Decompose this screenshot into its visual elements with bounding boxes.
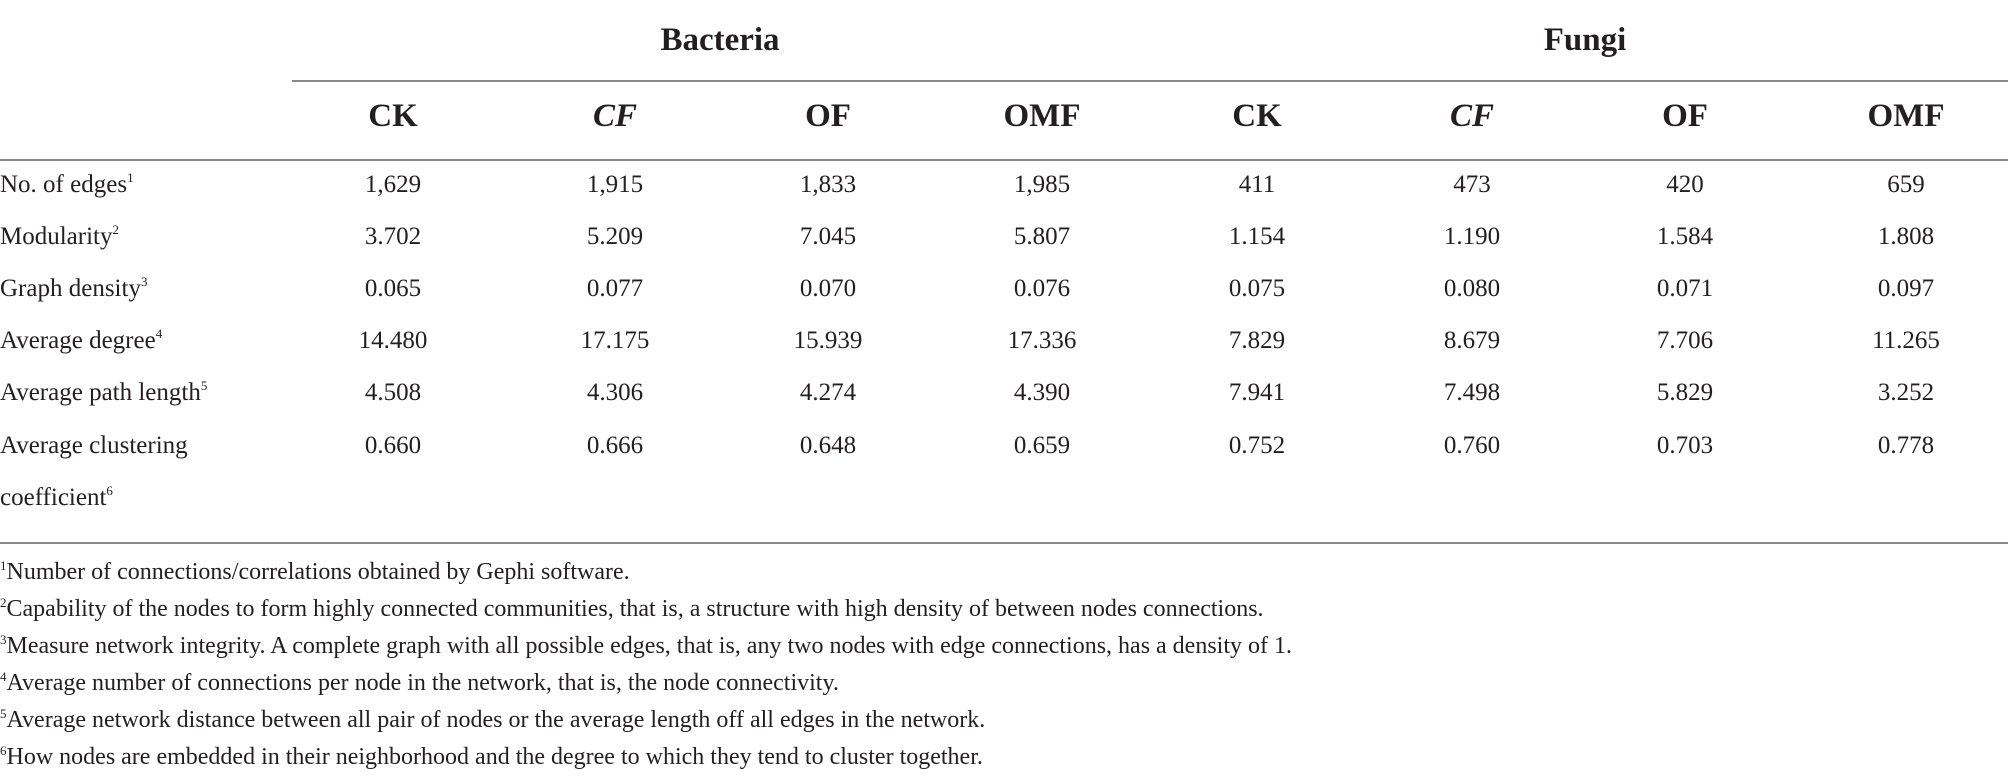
footnote-4: $^4$Average number of connections per node in the network, that is, the node connectivity. bbox=[0, 669, 839, 696]
table-cell: 7.706 bbox=[1656, 327, 1714, 354]
table-cell: 1,833 bbox=[799, 171, 857, 198]
table-cell: 4.306 bbox=[586, 379, 644, 406]
column-header-ck-bacteria: CK bbox=[368, 98, 418, 134]
table-cell: 3.702 bbox=[364, 223, 422, 250]
table-cell: 14.480 bbox=[358, 327, 428, 354]
group-header-rule bbox=[292, 80, 2008, 82]
table-cell: 3.252 bbox=[1877, 379, 1935, 406]
table-cell: 5.807 bbox=[1013, 223, 1071, 250]
column-header-of-fungi: OF bbox=[1662, 98, 1708, 134]
row-label-average-path-length: Average path length$^5$ bbox=[0, 378, 208, 406]
table-cell: 4.390 bbox=[1013, 379, 1071, 406]
table-cell: 0.660 bbox=[364, 432, 422, 459]
footnote-2: $^2$Capability of the nodes to form highly connected communities, that is, a structure with high density of between nodes connections. bbox=[0, 595, 1264, 622]
column-header-omf-fungi: OMF bbox=[1867, 98, 1945, 134]
table-cell: 8.679 bbox=[1443, 327, 1501, 354]
column-header-ck-fungi: CK bbox=[1232, 98, 1282, 134]
column-header-omf-bacteria: OMF bbox=[1003, 98, 1081, 134]
header-bottom-rule bbox=[0, 159, 2008, 161]
table-cell: 0.778 bbox=[1877, 432, 1935, 459]
row-label-graph-density: Graph density$^3$ bbox=[0, 274, 148, 302]
group-header-fungi: Fungi bbox=[1543, 22, 1627, 58]
table-cell: 0.080 bbox=[1443, 275, 1501, 302]
table-cell: 0.648 bbox=[799, 432, 857, 459]
table-cell: 0.071 bbox=[1656, 275, 1714, 302]
footnote-6: $^6$How nodes are embedded in their neighborhood and the degree to which they tend to cluster together. bbox=[0, 743, 983, 770]
table-cell: 11.265 bbox=[1872, 327, 1940, 354]
table-cell: 17.336 bbox=[1007, 327, 1077, 354]
table-cell: 15.939 bbox=[793, 327, 863, 354]
table-cell: 7.941 bbox=[1228, 379, 1286, 406]
table-cell: 1,915 bbox=[586, 171, 644, 198]
footnote-5: $^5$Average network distance between all pair of nodes or the average length off all edges in the network. bbox=[0, 706, 986, 733]
table-cell: 473 bbox=[1453, 171, 1491, 198]
table-cell: 0.065 bbox=[364, 275, 422, 302]
table-cell: 5.209 bbox=[586, 223, 644, 250]
table-cell: 7.045 bbox=[799, 223, 857, 250]
group-header-bacteria: Bacteria bbox=[660, 22, 780, 58]
table-cell: 0.097 bbox=[1877, 275, 1935, 302]
row-label-modularity: Modularity$^2$ bbox=[0, 222, 119, 250]
row-label-clustering-coefficient: coefficient$^6$ bbox=[0, 483, 113, 511]
table-cell: 0.666 bbox=[586, 432, 644, 459]
table-cell: 7.829 bbox=[1228, 327, 1286, 354]
table-cell: 420 bbox=[1666, 171, 1704, 198]
row-label-average-clustering: Average clustering bbox=[0, 432, 188, 459]
table-cell: 659 bbox=[1887, 171, 1925, 198]
table-cell: 411 bbox=[1238, 171, 1276, 198]
column-header-of-bacteria: OF bbox=[805, 98, 851, 134]
table-cell: 0.075 bbox=[1228, 275, 1286, 302]
footnote-3: $^3$Measure network integrity. A complete graph with all possible edges, that is, any two nodes with edge connections, has a density of 1. bbox=[0, 632, 1292, 659]
table-cell: 0.070 bbox=[799, 275, 857, 302]
table-cell: 0.076 bbox=[1013, 275, 1071, 302]
footnote-1: $^1$Number of connections/correlations obtained by Gephi software. bbox=[0, 558, 630, 585]
table-cell: 0.752 bbox=[1228, 432, 1286, 459]
table-bottom-rule bbox=[0, 542, 2008, 544]
row-label-edges: No. of edges$^1$ bbox=[0, 170, 134, 198]
row-label-average-degree: Average degree$^4$ bbox=[0, 326, 163, 354]
table-cell: 7.498 bbox=[1443, 379, 1501, 406]
table-cell: 1.808 bbox=[1877, 223, 1935, 250]
table-cell: 4.274 bbox=[799, 379, 857, 406]
table-cell: 0.703 bbox=[1656, 432, 1714, 459]
table-cell: 1.154 bbox=[1228, 223, 1286, 250]
table-cell: 0.659 bbox=[1013, 432, 1071, 459]
table-cell: 1.190 bbox=[1443, 223, 1501, 250]
table-cell: 4.508 bbox=[364, 379, 422, 406]
column-header-cf-fungi: CF bbox=[1449, 98, 1495, 134]
column-header-cf-bacteria: CF bbox=[592, 98, 638, 134]
table-cell: 5.829 bbox=[1656, 379, 1714, 406]
table-cell: 1,629 bbox=[364, 171, 422, 198]
table-cell: 0.760 bbox=[1443, 432, 1501, 459]
table-cell: 0.077 bbox=[586, 275, 644, 302]
table-cell: 17.175 bbox=[580, 327, 650, 354]
table-cell: 1.584 bbox=[1656, 223, 1714, 250]
table-cell: 1,985 bbox=[1013, 171, 1071, 198]
